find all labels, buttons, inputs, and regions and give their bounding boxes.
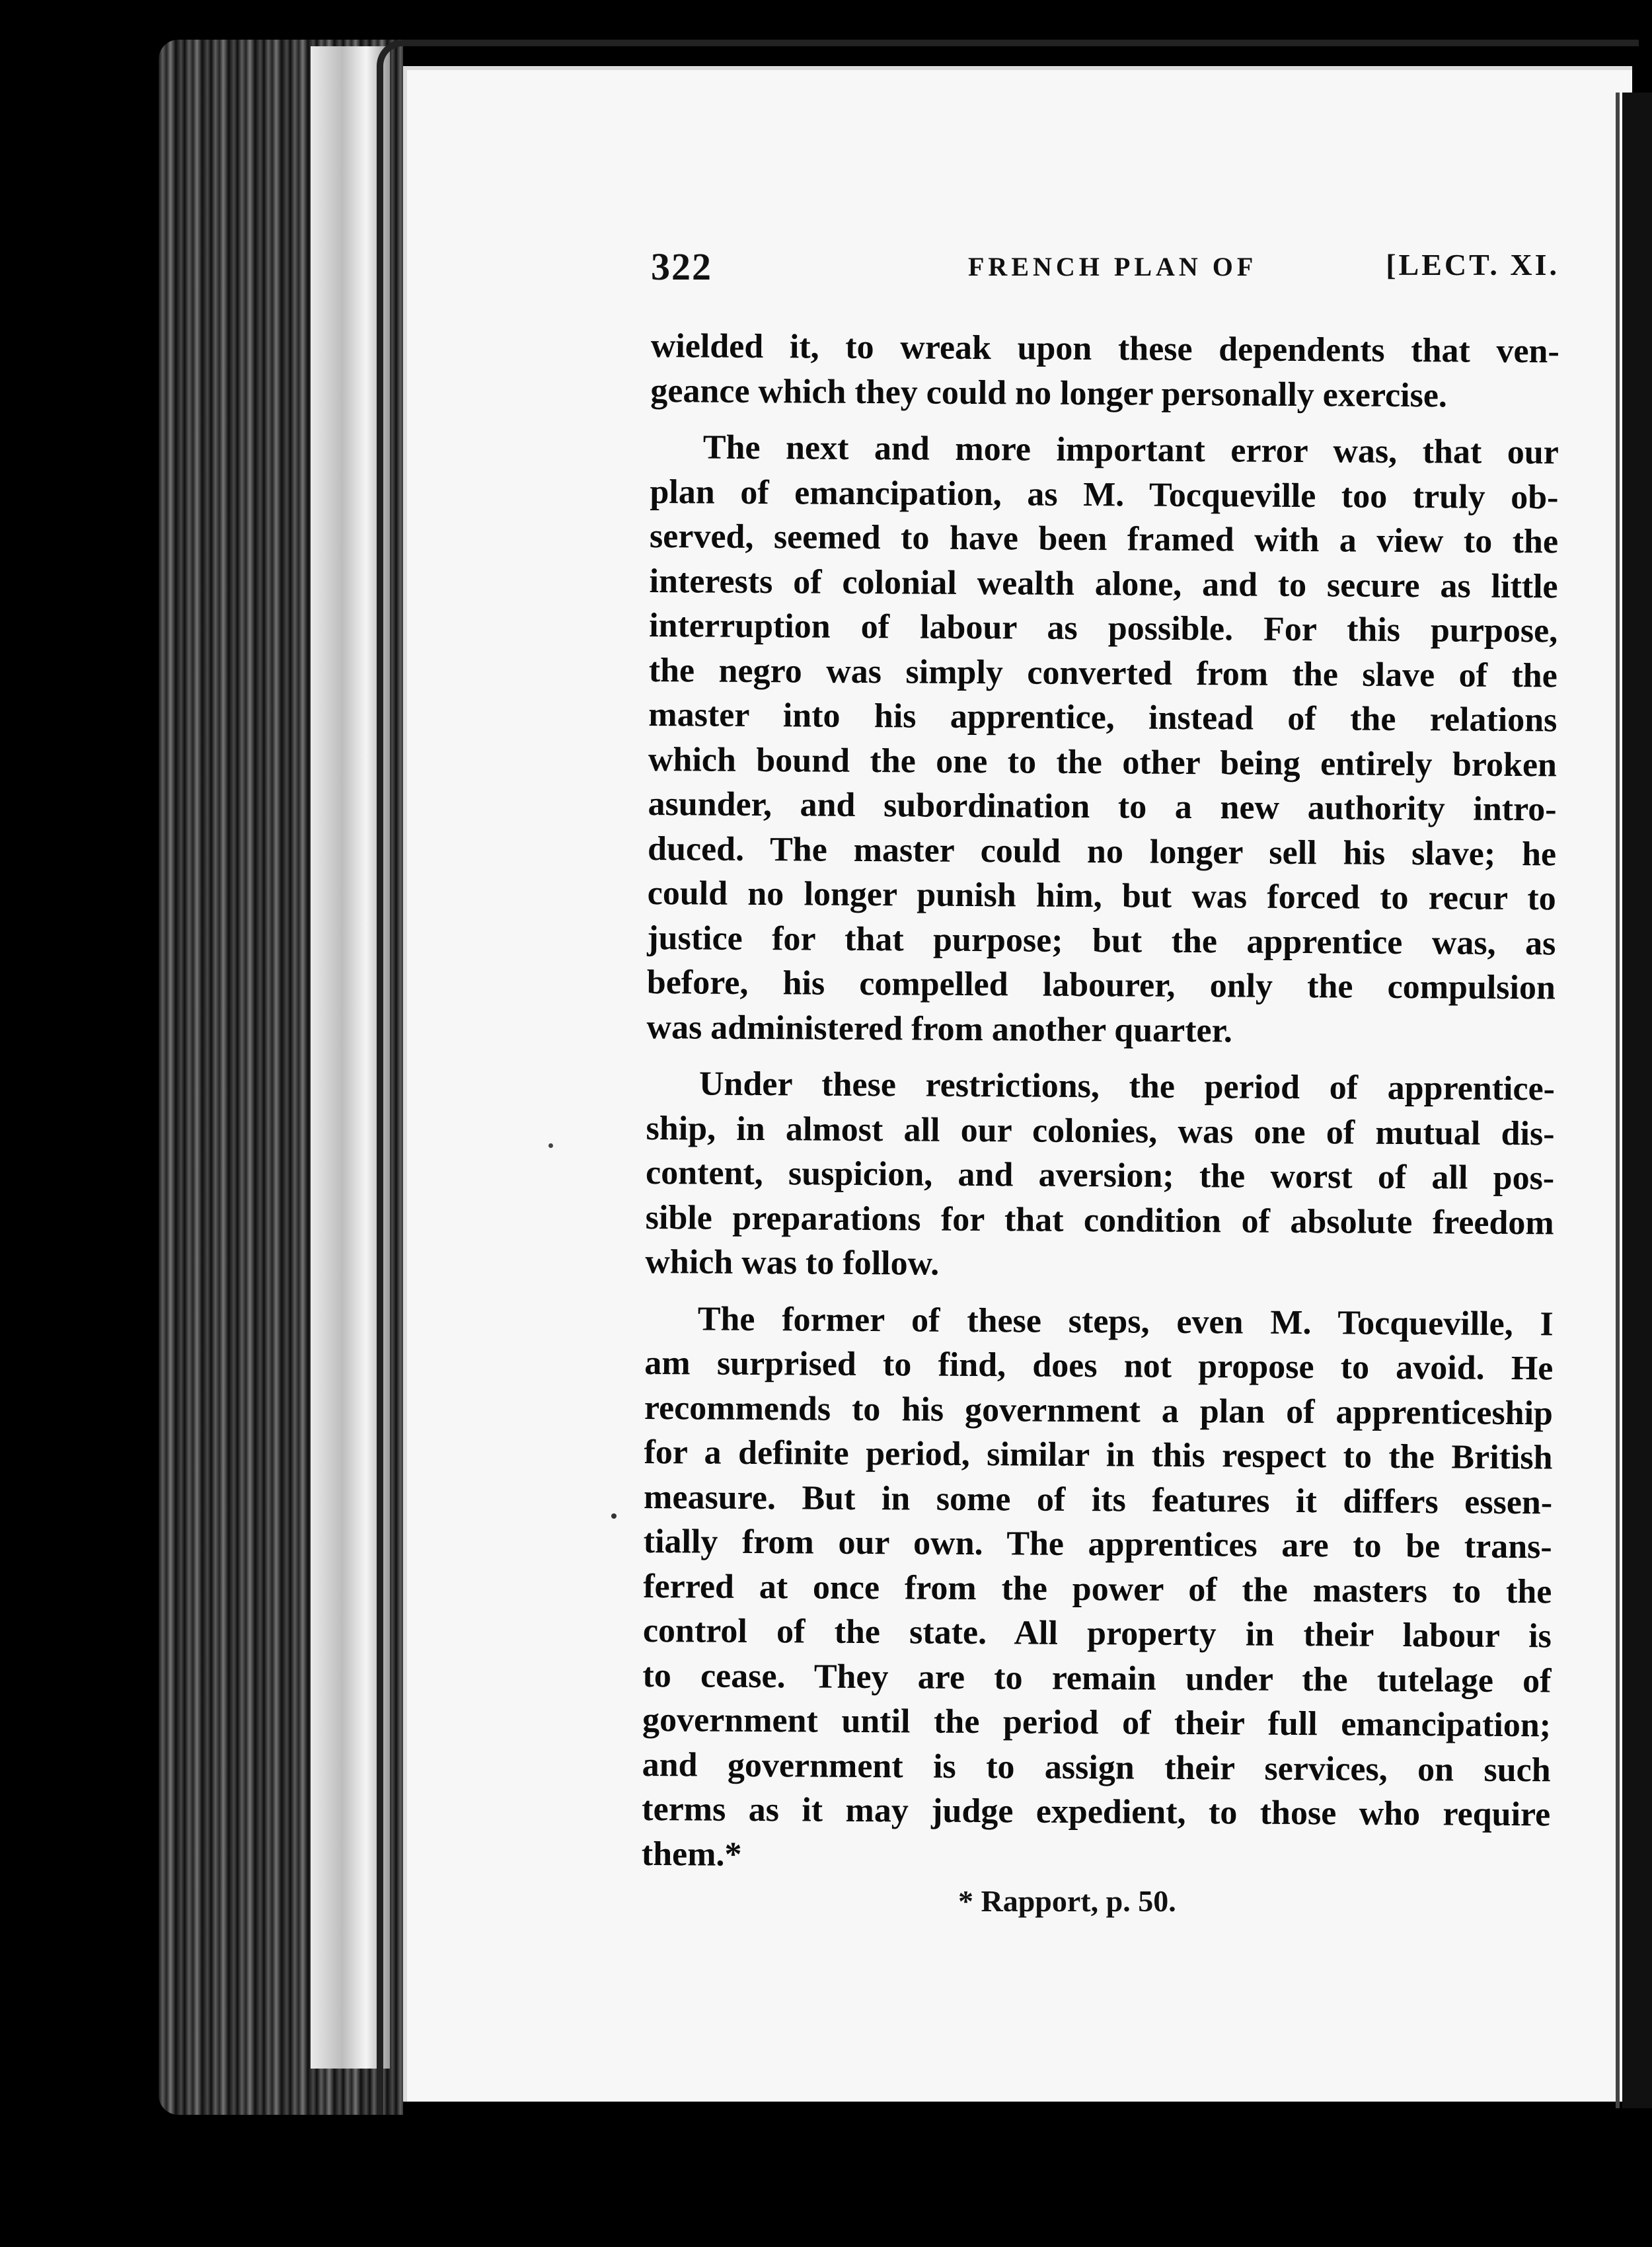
- text-line: wielded it, to wreak upon these dependents that ven-: [650, 326, 1559, 371]
- running-head: [651, 245, 1559, 304]
- text-line: The former of these steps, even M. Tocqueville, I: [697, 1299, 1554, 1343]
- text-line: ferred at once from the power of the masters to the: [643, 1567, 1552, 1611]
- text-line: served, seemed to have been framed with a view to the: [649, 517, 1559, 561]
- text-line: The next and more important error was, that our: [702, 428, 1559, 472]
- text-line: Under these restrictions, the period of apprentice-: [698, 1065, 1556, 1108]
- lecture-label: [LECT. XI.: [1386, 248, 1559, 282]
- right-page-gutter: [1616, 93, 1620, 2108]
- paragraph: [642, 1296, 1554, 1882]
- paragraph: [650, 324, 1559, 418]
- text-line: to cease. They are to remain under the tutelage of: [642, 1656, 1552, 1700]
- stray-ink-mark: [548, 1143, 553, 1148]
- page-number: 322: [651, 245, 712, 288]
- text-line: plan of emancipation, as M. Tocqueville too truly ob-: [650, 473, 1559, 516]
- text-line: which was to follow.: [645, 1242, 940, 1283]
- text-line: duced. The master could no longer sell his slave; he: [647, 829, 1557, 873]
- text-line: sible preparations for that condition of absolute freedom: [645, 1198, 1554, 1242]
- body-text: [642, 324, 1559, 1882]
- text-line: master into his apprentice, instead of the relations: [648, 695, 1558, 740]
- text-line: am surprised to find, does not propose to avoid. He: [644, 1344, 1554, 1388]
- text-line: tially from our own. The apprentices are to be trans-: [643, 1522, 1552, 1566]
- text-line: was administered from another quarter.: [646, 1008, 1233, 1049]
- text-line: could no longer punish him, but was forced to recur to: [647, 874, 1556, 918]
- text-line: recommends to his government a plan of apprenticeship: [644, 1389, 1554, 1432]
- paragraph: [646, 425, 1559, 1055]
- text-line: and government is to assign their services, on such: [642, 1745, 1551, 1789]
- text-line: them.*: [641, 1835, 742, 1874]
- text-line: ship, in almost all our colonies, was one of mutual dis-: [646, 1109, 1555, 1153]
- text-line: interests of colonial wealth alone, and to secure as little: [649, 562, 1558, 605]
- stray-ink-mark: [611, 1513, 617, 1519]
- text-line: the negro was simply converted from the slave of the: [648, 651, 1558, 695]
- text-line: geance which they could no longer personally exercise.: [650, 371, 1448, 414]
- paragraph: [645, 1061, 1555, 1290]
- text-line: measure. But in some of its features it differs essen-: [643, 1478, 1553, 1521]
- text-line: control of the state. All property in their labour is: [642, 1611, 1552, 1656]
- text-line: asunder, and subordination to a new authority intro-: [648, 784, 1557, 829]
- text-line: for a definite period, similar in this respect to the British: [644, 1433, 1553, 1477]
- running-title: FRENCH PLAN OF: [968, 252, 1258, 282]
- right-dark-margin: [1622, 93, 1652, 2108]
- text-line: government until the period of their full emancipation;: [642, 1700, 1552, 1745]
- text-line: before, his compelled labourer, only the compulsion: [646, 963, 1556, 1007]
- text-line: content, suspicion, and aversion; the worst of all pos-: [645, 1153, 1555, 1198]
- text-line: justice for that purpose; but the apprentice was, as: [647, 919, 1556, 962]
- text-line: which bound the one to the other being entirely broken: [648, 740, 1558, 784]
- text-line: interruption of labour as possible. For this purpose,: [649, 606, 1558, 650]
- footnote: * Rapport, p. 50.: [958, 1884, 1176, 1918]
- text-line: terms as it may judge expedient, to those who require: [642, 1790, 1551, 1834]
